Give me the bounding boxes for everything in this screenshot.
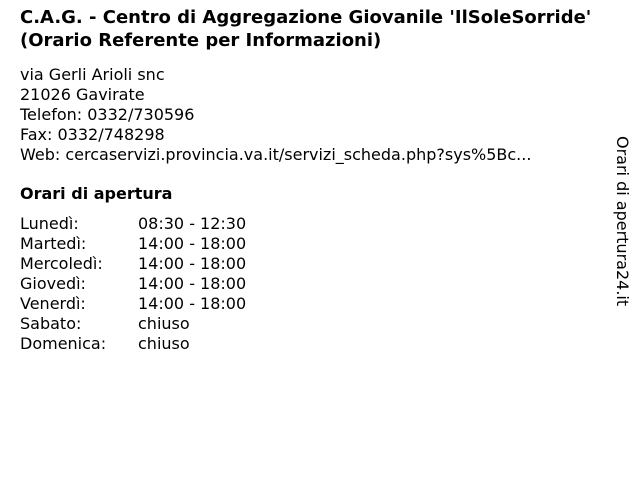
- day-label: Martedì:: [20, 234, 87, 253]
- hours-value: chiuso: [138, 334, 190, 353]
- day-label: Mercoledì:: [20, 254, 103, 273]
- table-row: [20, 274, 246, 294]
- site-watermark-label: Orari di apertura24.it: [613, 136, 632, 307]
- opening-hours-heading: Orari di apertura: [20, 184, 173, 203]
- website-link[interactable]: Web: cercaservizi.provincia.va.it/servizi_scheda.php?sys%5Bc...: [20, 145, 532, 164]
- phone-number: Telefon: 0332/730596: [20, 105, 195, 124]
- street-address: via Gerli Arioli snc: [20, 65, 165, 84]
- hours-value: 14:00 - 18:00: [138, 294, 247, 313]
- table-row: [20, 234, 246, 254]
- hours-value: 14:00 - 18:00: [138, 274, 247, 293]
- table-row: [20, 334, 246, 354]
- day-label: Giovedì:: [20, 274, 86, 293]
- hours-value: 08:30 - 12:30: [138, 214, 247, 233]
- table-row: [20, 214, 246, 234]
- page-title: C.A.G. - Centro di Aggregazione Giovanile 'IlSoleSorride' (Orario Referente per Informazioni): [20, 7, 592, 51]
- hours-value: 14:00 - 18:00: [138, 234, 247, 253]
- table-row: [20, 314, 246, 334]
- opening-hours-table: [20, 214, 246, 354]
- day-label: Sabato:: [20, 314, 82, 333]
- fax-number: Fax: 0332/748298: [20, 125, 165, 144]
- day-label: Venerdì:: [20, 294, 86, 313]
- day-label: Domenica:: [20, 334, 107, 353]
- hours-value: 14:00 - 18:00: [138, 254, 247, 273]
- table-row: [20, 254, 246, 274]
- hours-value: chiuso: [138, 314, 190, 333]
- table-row: [20, 294, 246, 314]
- city: 21026 Gavirate: [20, 85, 145, 104]
- address-block: [20, 65, 610, 165]
- day-label: Lunedì:: [20, 214, 79, 233]
